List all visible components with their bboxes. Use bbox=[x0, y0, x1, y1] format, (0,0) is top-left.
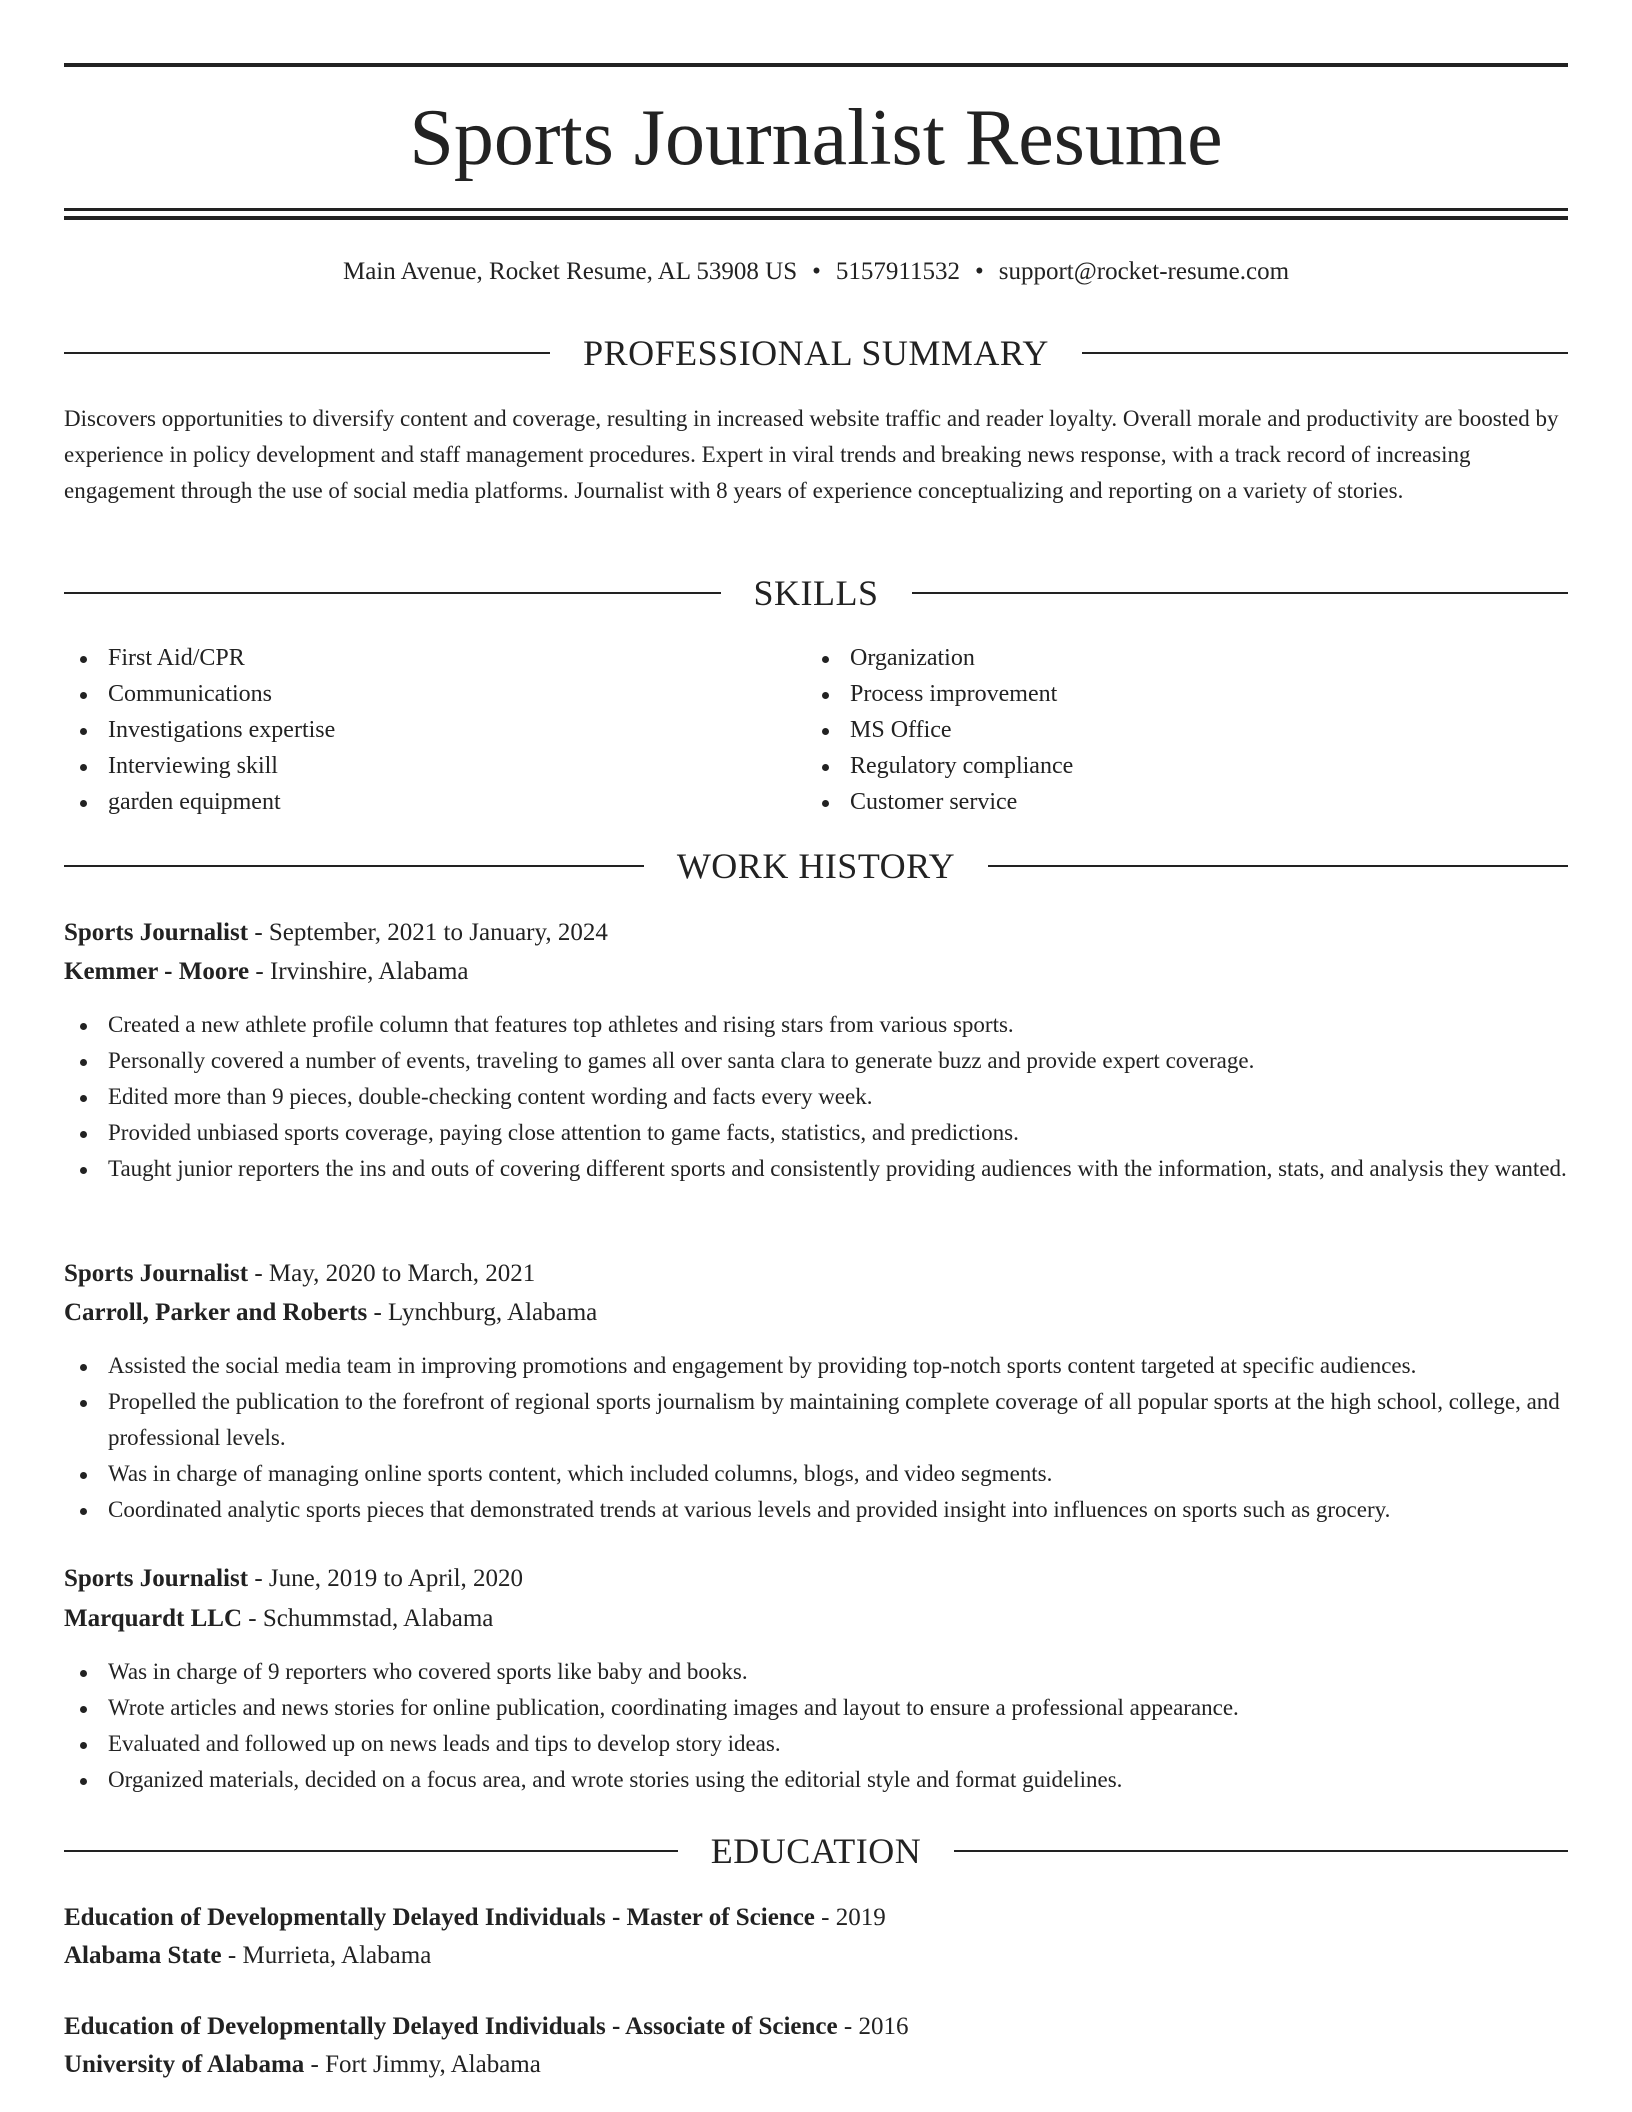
dash: - bbox=[242, 1605, 263, 1632]
section-rule-left bbox=[64, 592, 721, 594]
job-title: Sports Journalist bbox=[64, 919, 249, 946]
job-title-line bbox=[64, 1560, 1568, 1598]
page-title: Sports Journalist Resume bbox=[409, 94, 1223, 182]
section-rule-right bbox=[954, 1850, 1568, 1852]
dash: - bbox=[248, 919, 269, 946]
education-degree-line bbox=[64, 2008, 1568, 2046]
education-degree-line bbox=[64, 1899, 1568, 1937]
dash: - bbox=[367, 1299, 389, 1326]
job-company-line bbox=[64, 1600, 1568, 1638]
job-company-line bbox=[64, 1294, 1568, 1332]
section-header-education bbox=[64, 1829, 1568, 1873]
skill-item: Interviewing skill bbox=[64, 748, 784, 784]
skill-item: First Aid/CPR bbox=[64, 640, 784, 676]
list-item: Evaluated and followed up on news leads and tips to develop story ideas. bbox=[64, 1726, 1568, 1762]
list-item: Was in charge of 9 reporters who covered sports like baby and books. bbox=[64, 1654, 1568, 1690]
section-title-education: EDUCATION bbox=[710, 1831, 922, 1871]
job-company: Carroll, Parker and Roberts bbox=[64, 1299, 368, 1326]
section-rule-left bbox=[64, 352, 550, 354]
section-header-work bbox=[64, 844, 1568, 888]
education-location: Fort Jimmy, Alabama bbox=[325, 2051, 541, 2078]
list-item: Assisted the social media team in improving promotions and engagement by providing top-notch sports content targeted at specific audiences. bbox=[64, 1348, 1568, 1384]
list-item: Was in charge of managing online sports content, which included columns, blogs, and video segments. bbox=[64, 1456, 1568, 1492]
list-item: Coordinated analytic sports pieces that demonstrated trends at various levels and provided insight into influences on sports such as grocery. bbox=[64, 1492, 1568, 1528]
section-header-summary bbox=[64, 331, 1568, 375]
list-item: Taught junior reporters the ins and outs of covering different sports and consistently providing audiences with the information, stats, and analysis they wanted. bbox=[64, 1151, 1568, 1187]
dash: - bbox=[221, 1942, 243, 1969]
section-rule-right bbox=[988, 865, 1568, 867]
title-double-rule-upper bbox=[64, 208, 1568, 211]
section-title-work: WORK HISTORY bbox=[676, 846, 956, 886]
section-rule-left bbox=[64, 1850, 678, 1852]
dash: - bbox=[248, 1260, 269, 1287]
contact-line bbox=[64, 255, 1568, 289]
job-bullets bbox=[64, 1348, 1568, 1528]
job-location: Irvinshire, Alabama bbox=[269, 958, 469, 985]
skill-item: Regulatory compliance bbox=[806, 748, 1526, 784]
list-item: Edited more than 9 pieces, double-checking content wording and facts every week. bbox=[64, 1079, 1568, 1115]
skill-item: Investigations expertise bbox=[64, 712, 784, 748]
job-bullets bbox=[64, 1007, 1568, 1187]
section-title-summary: PROFESSIONAL SUMMARY bbox=[583, 333, 1049, 373]
skills-list-left bbox=[64, 640, 784, 820]
list-item: Wrote articles and news stories for online publication, coordinating images and layout to ensure a professional appearance. bbox=[64, 1690, 1568, 1726]
job-title-line bbox=[64, 914, 1568, 952]
section-rule-right bbox=[912, 592, 1569, 594]
contact-separator: • bbox=[812, 258, 821, 285]
skill-item: Organization bbox=[806, 640, 1526, 676]
dash: - bbox=[837, 2013, 859, 2040]
skills-list-right bbox=[806, 640, 1526, 820]
contact-address: Main Avenue, Rocket Resume, AL 53908 US bbox=[342, 258, 798, 285]
list-item: Organized materials, decided on a focus area, and wrote stories using the editorial style and format guidelines. bbox=[64, 1762, 1568, 1798]
education-school: Alabama State bbox=[64, 1942, 222, 1969]
job-company: Marquardt LLC bbox=[64, 1605, 243, 1632]
job-company: Kemmer - Moore bbox=[64, 958, 250, 985]
section-rule-right bbox=[1082, 352, 1568, 354]
top-rule bbox=[64, 63, 1568, 67]
education-degree: Education of Developmentally Delayed Individuals - Master of Science bbox=[64, 1904, 815, 1931]
list-item: Provided unbiased sports coverage, paying close attention to game facts, statistics, and predictions. bbox=[64, 1115, 1568, 1151]
section-title-skills: SKILLS bbox=[753, 573, 879, 613]
dash: - bbox=[248, 1565, 269, 1592]
section-header-skills bbox=[64, 571, 1568, 615]
skill-item: MS Office bbox=[806, 712, 1526, 748]
skill-item: Process improvement bbox=[806, 676, 1526, 712]
job-title: Sports Journalist bbox=[64, 1565, 249, 1592]
education-school: University of Alabama bbox=[64, 2051, 305, 2078]
skill-item: Customer service bbox=[806, 784, 1526, 820]
summary-text: Discovers opportunities to diversify content and coverage, resulting in increased website traffic and reader loyalty. Overall morale and productivity are boosted by experience in policy development and staff management procedures. Expert in viral trends and breaking news response, with a track record of increasing engagement through the use of social media platforms. Journalist with 8 years of experience conceptualizing and reporting on a variety of stories. bbox=[64, 406, 1559, 503]
list-item: Created a new athlete profile column that features top athletes and rising stars from various sports. bbox=[64, 1007, 1568, 1043]
job-location: Schummstad, Alabama bbox=[262, 1605, 494, 1632]
section-rule-left bbox=[64, 865, 644, 867]
list-item: Propelled the publication to the forefront of regional sports journalism by maintaining complete coverage of all popular sports at the high school, college, and professional levels. bbox=[64, 1384, 1568, 1456]
contact-separator: • bbox=[974, 258, 984, 285]
skill-item: Communications bbox=[64, 676, 784, 712]
education-degree: Education of Developmentally Delayed Individuals - Associate of Science bbox=[64, 2013, 838, 2040]
job-dates: September, 2021 to January, 2024 bbox=[268, 919, 608, 946]
list-item: Personally covered a number of events, traveling to games all over santa clara to generate buzz and provide expert coverage. bbox=[64, 1043, 1568, 1079]
job-location: Lynchburg, Alabama bbox=[388, 1299, 598, 1326]
job-dates: June, 2019 to April, 2020 bbox=[268, 1565, 524, 1592]
education-year: 2019 bbox=[835, 1904, 886, 1931]
job-title: Sports Journalist bbox=[64, 1260, 249, 1287]
education-year: 2016 bbox=[858, 2013, 909, 2040]
dash: - bbox=[814, 1904, 836, 1931]
skill-item: garden equipment bbox=[64, 784, 784, 820]
job-company-line bbox=[64, 953, 1568, 991]
job-dates: May, 2020 to March, 2021 bbox=[268, 1260, 536, 1287]
education-school-line bbox=[64, 2046, 1568, 2084]
contact-email: support@rocket-resume.com bbox=[998, 258, 1290, 285]
dash: - bbox=[304, 2051, 326, 2078]
job-bullets bbox=[64, 1654, 1568, 1798]
dash: - bbox=[249, 958, 270, 985]
education-location: Murrieta, Alabama bbox=[242, 1942, 432, 1969]
job-title-line bbox=[64, 1255, 1568, 1293]
contact-phone: 5157911532 bbox=[835, 258, 960, 285]
education-school-line bbox=[64, 1937, 1568, 1975]
title-double-rule-lower bbox=[64, 216, 1568, 220]
